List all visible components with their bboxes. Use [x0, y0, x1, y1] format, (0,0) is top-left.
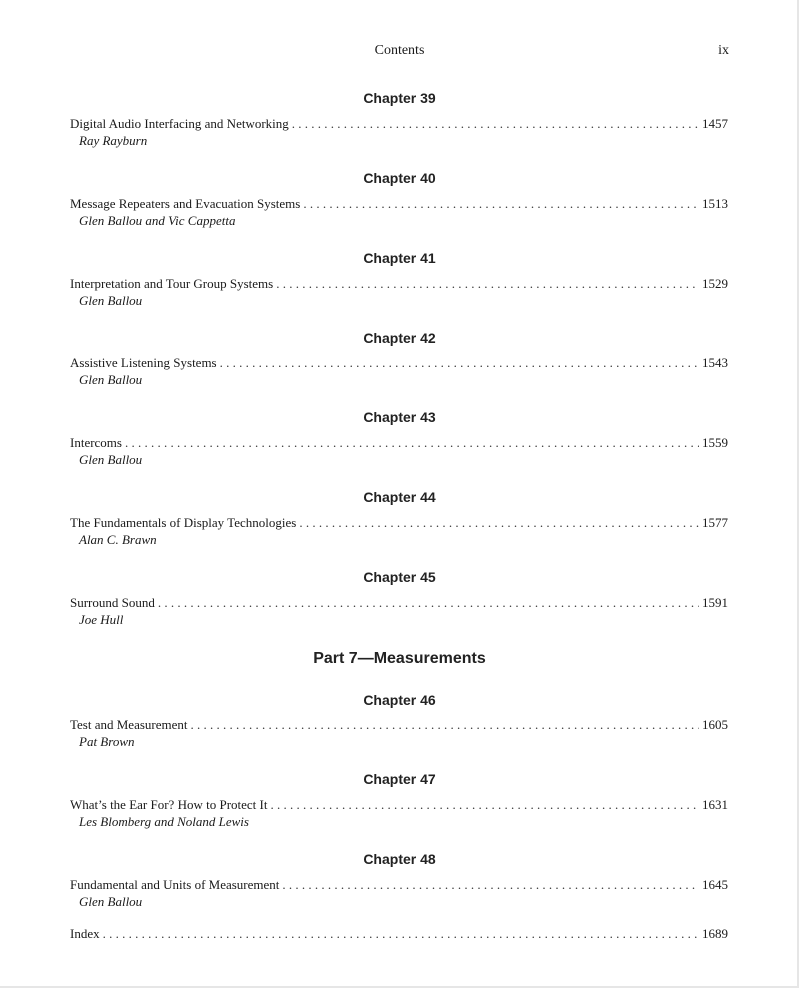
page-number: 1577 [702, 515, 728, 530]
entry-title[interactable]: Message Repeaters and Evacuation Systems [70, 196, 301, 211]
chapter-heading: Chapter 39 [363, 90, 436, 106]
page-number: 1689 [702, 926, 728, 941]
entry-author: Glen Ballou [79, 452, 143, 467]
chapter-heading: Chapter 42 [363, 330, 436, 346]
index-title[interactable]: Index [70, 926, 100, 941]
dot-leader [282, 876, 699, 893]
running-head-title: Contents [374, 43, 425, 58]
dot-leader [158, 594, 699, 611]
page-number: 1543 [702, 355, 728, 370]
entry-author: Glen Ballou [79, 372, 143, 387]
chapter-heading: Chapter 45 [363, 569, 436, 585]
entry-author: Pat Brown [79, 734, 135, 749]
running-head [0, 43, 799, 61]
chapter-heading: Chapter 47 [363, 771, 436, 787]
toc-entry[interactable] [70, 716, 728, 750]
page-number: 1559 [702, 435, 728, 450]
toc-entry[interactable] [70, 594, 728, 628]
dot-leader [125, 434, 699, 451]
chapter-heading: Chapter 44 [363, 489, 436, 505]
chapter-heading: Chapter 48 [363, 851, 436, 867]
entry-title[interactable]: Interpretation and Tour Group Systems [70, 276, 274, 291]
toc-entry[interactable] [70, 796, 728, 830]
chapter-heading: Chapter 46 [363, 692, 436, 708]
entry-title[interactable]: Intercoms [70, 435, 122, 450]
entry-author: Glen Ballou and Vic Cappetta [79, 213, 236, 228]
entry-author: Les Blomberg and Noland Lewis [79, 814, 249, 829]
chapter-heading: Chapter 41 [363, 250, 436, 266]
entry-title[interactable]: Test and Measurement [70, 717, 188, 732]
toc-entry[interactable] [70, 275, 728, 309]
dot-leader [191, 716, 700, 733]
entry-title[interactable]: Fundamental and Units of Measurement [70, 877, 280, 892]
entry-author: Alan C. Brawn [79, 532, 157, 547]
dot-leader [303, 195, 699, 212]
dot-leader [103, 925, 699, 942]
toc-entry[interactable] [70, 354, 728, 388]
dot-leader [292, 115, 699, 132]
toc-entry-index[interactable] [70, 925, 728, 942]
page-number: 1605 [702, 717, 728, 732]
entry-title[interactable]: What’s the Ear For? How to Protect It [70, 797, 268, 812]
chapter-heading: Chapter 43 [363, 409, 436, 425]
entry-title[interactable]: The Fundamentals of Display Technologies [70, 515, 297, 530]
entry-title[interactable]: Digital Audio Interfacing and Networking [70, 116, 289, 131]
page-number: 1645 [702, 877, 728, 892]
toc-entry[interactable] [70, 876, 728, 910]
page-number: 1631 [702, 797, 728, 812]
toc-entry[interactable] [70, 195, 728, 229]
entry-author: Ray Rayburn [79, 133, 148, 148]
page-folio: ix [718, 43, 729, 58]
page-number: 1457 [702, 116, 728, 131]
dot-leader [299, 514, 699, 531]
entry-title[interactable]: Assistive Listening Systems [70, 355, 217, 370]
dot-leader [220, 354, 699, 371]
part-heading: Part 7—Measurements [313, 650, 486, 667]
entry-title[interactable]: Surround Sound [70, 595, 155, 610]
toc-entry[interactable] [70, 434, 728, 468]
chapter-heading: Chapter 40 [363, 170, 436, 186]
entry-author: Glen Ballou [79, 293, 143, 308]
entry-author: Joe Hull [79, 612, 124, 627]
entry-author: Glen Ballou [79, 894, 143, 909]
page-number: 1529 [702, 276, 728, 291]
dot-leader [276, 275, 699, 292]
page-number: 1591 [702, 595, 728, 610]
toc-entry[interactable] [70, 115, 728, 149]
toc-entry[interactable] [70, 514, 728, 548]
page-number: 1513 [702, 196, 728, 211]
dot-leader [270, 796, 699, 813]
